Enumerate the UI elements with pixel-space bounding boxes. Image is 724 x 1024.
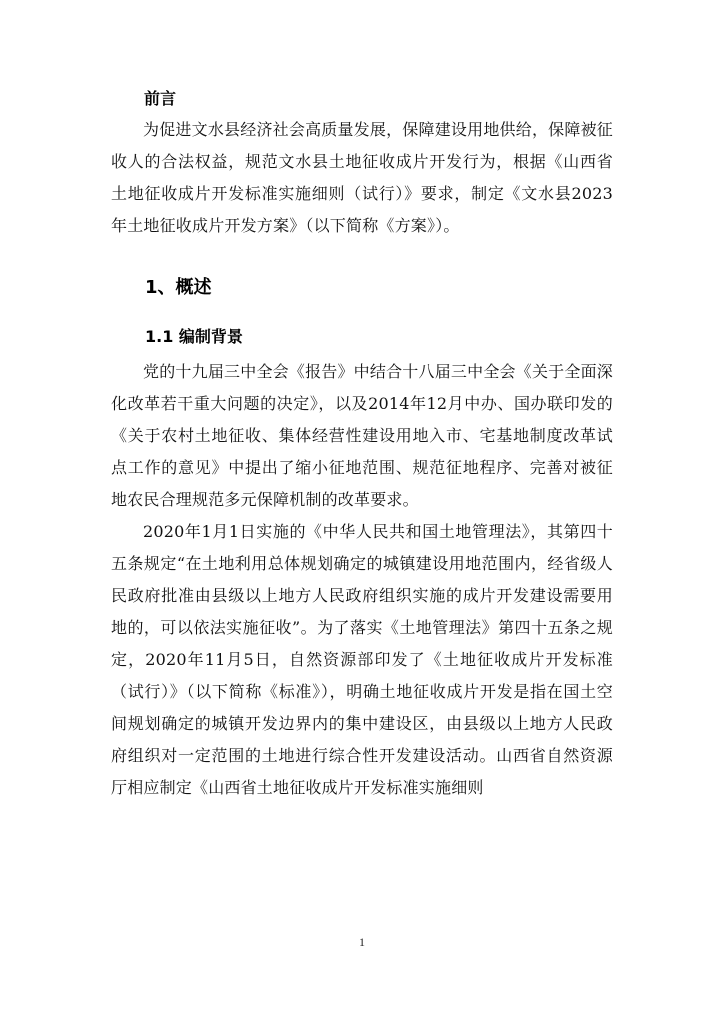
section-1-1-heading: 1.1 编制背景: [145, 327, 243, 346]
preface-paragraph: 为促进文水县经济社会高质量发展，保障建设用地供给，保障被征收人的合法权益，规范文水县土地征收成片开发行为，根据《山西省土地征收成片开发标准实施细则（试行）》要求，制定《文水县2023年土地征收成片开发方案》（以下简称《方案》）。: [111, 120, 613, 235]
page-number: 1: [359, 935, 365, 949]
section-1-heading: 1、概述: [145, 277, 212, 298]
page-content: [111, 86, 613, 804]
section-1-1-paragraph-1: 党的十九届三中全会《报告》中结合十八届三中全会《关于全面深化改革若干重大问题的决定》，以及2014年12月中办、国办联印发的《关于农村土地征收、集体经营性建设用地入市、宅基地制度改革试点工作的意见》中提出了缩小征地范围、规范征地程序、完善对被征地农民合理规范多元保障机制的改革要求。: [111, 362, 613, 509]
preface-heading: 前言: [144, 89, 177, 108]
section-1-1-paragraph-2: 2020年1月1日实施的《中华人民共和国土地管理法》，其第四十五条规定“在土地利用总体规划确定的城镇建设用地范围内，经省级人民政府批准由县级以上地方人民政府组织实施的成片开发建设需要用地的，可以依法实施征收”。为了落实《土地管理法》第四十五条之规定，2020年11月5日，自然资源部印发了《土地征收成片开发标准（试行）》（以下简称《标准》），明确土地征收成片开发是指在国土空间规划确定的城镇开发边界内的集中建设区，由县级以上地方人民政府组织对一定范围的土地进行综合性开发建设活动。山西省自然资源厅相应制定《山西省土地征收成片开发标准实施细则: [111, 522, 613, 797]
